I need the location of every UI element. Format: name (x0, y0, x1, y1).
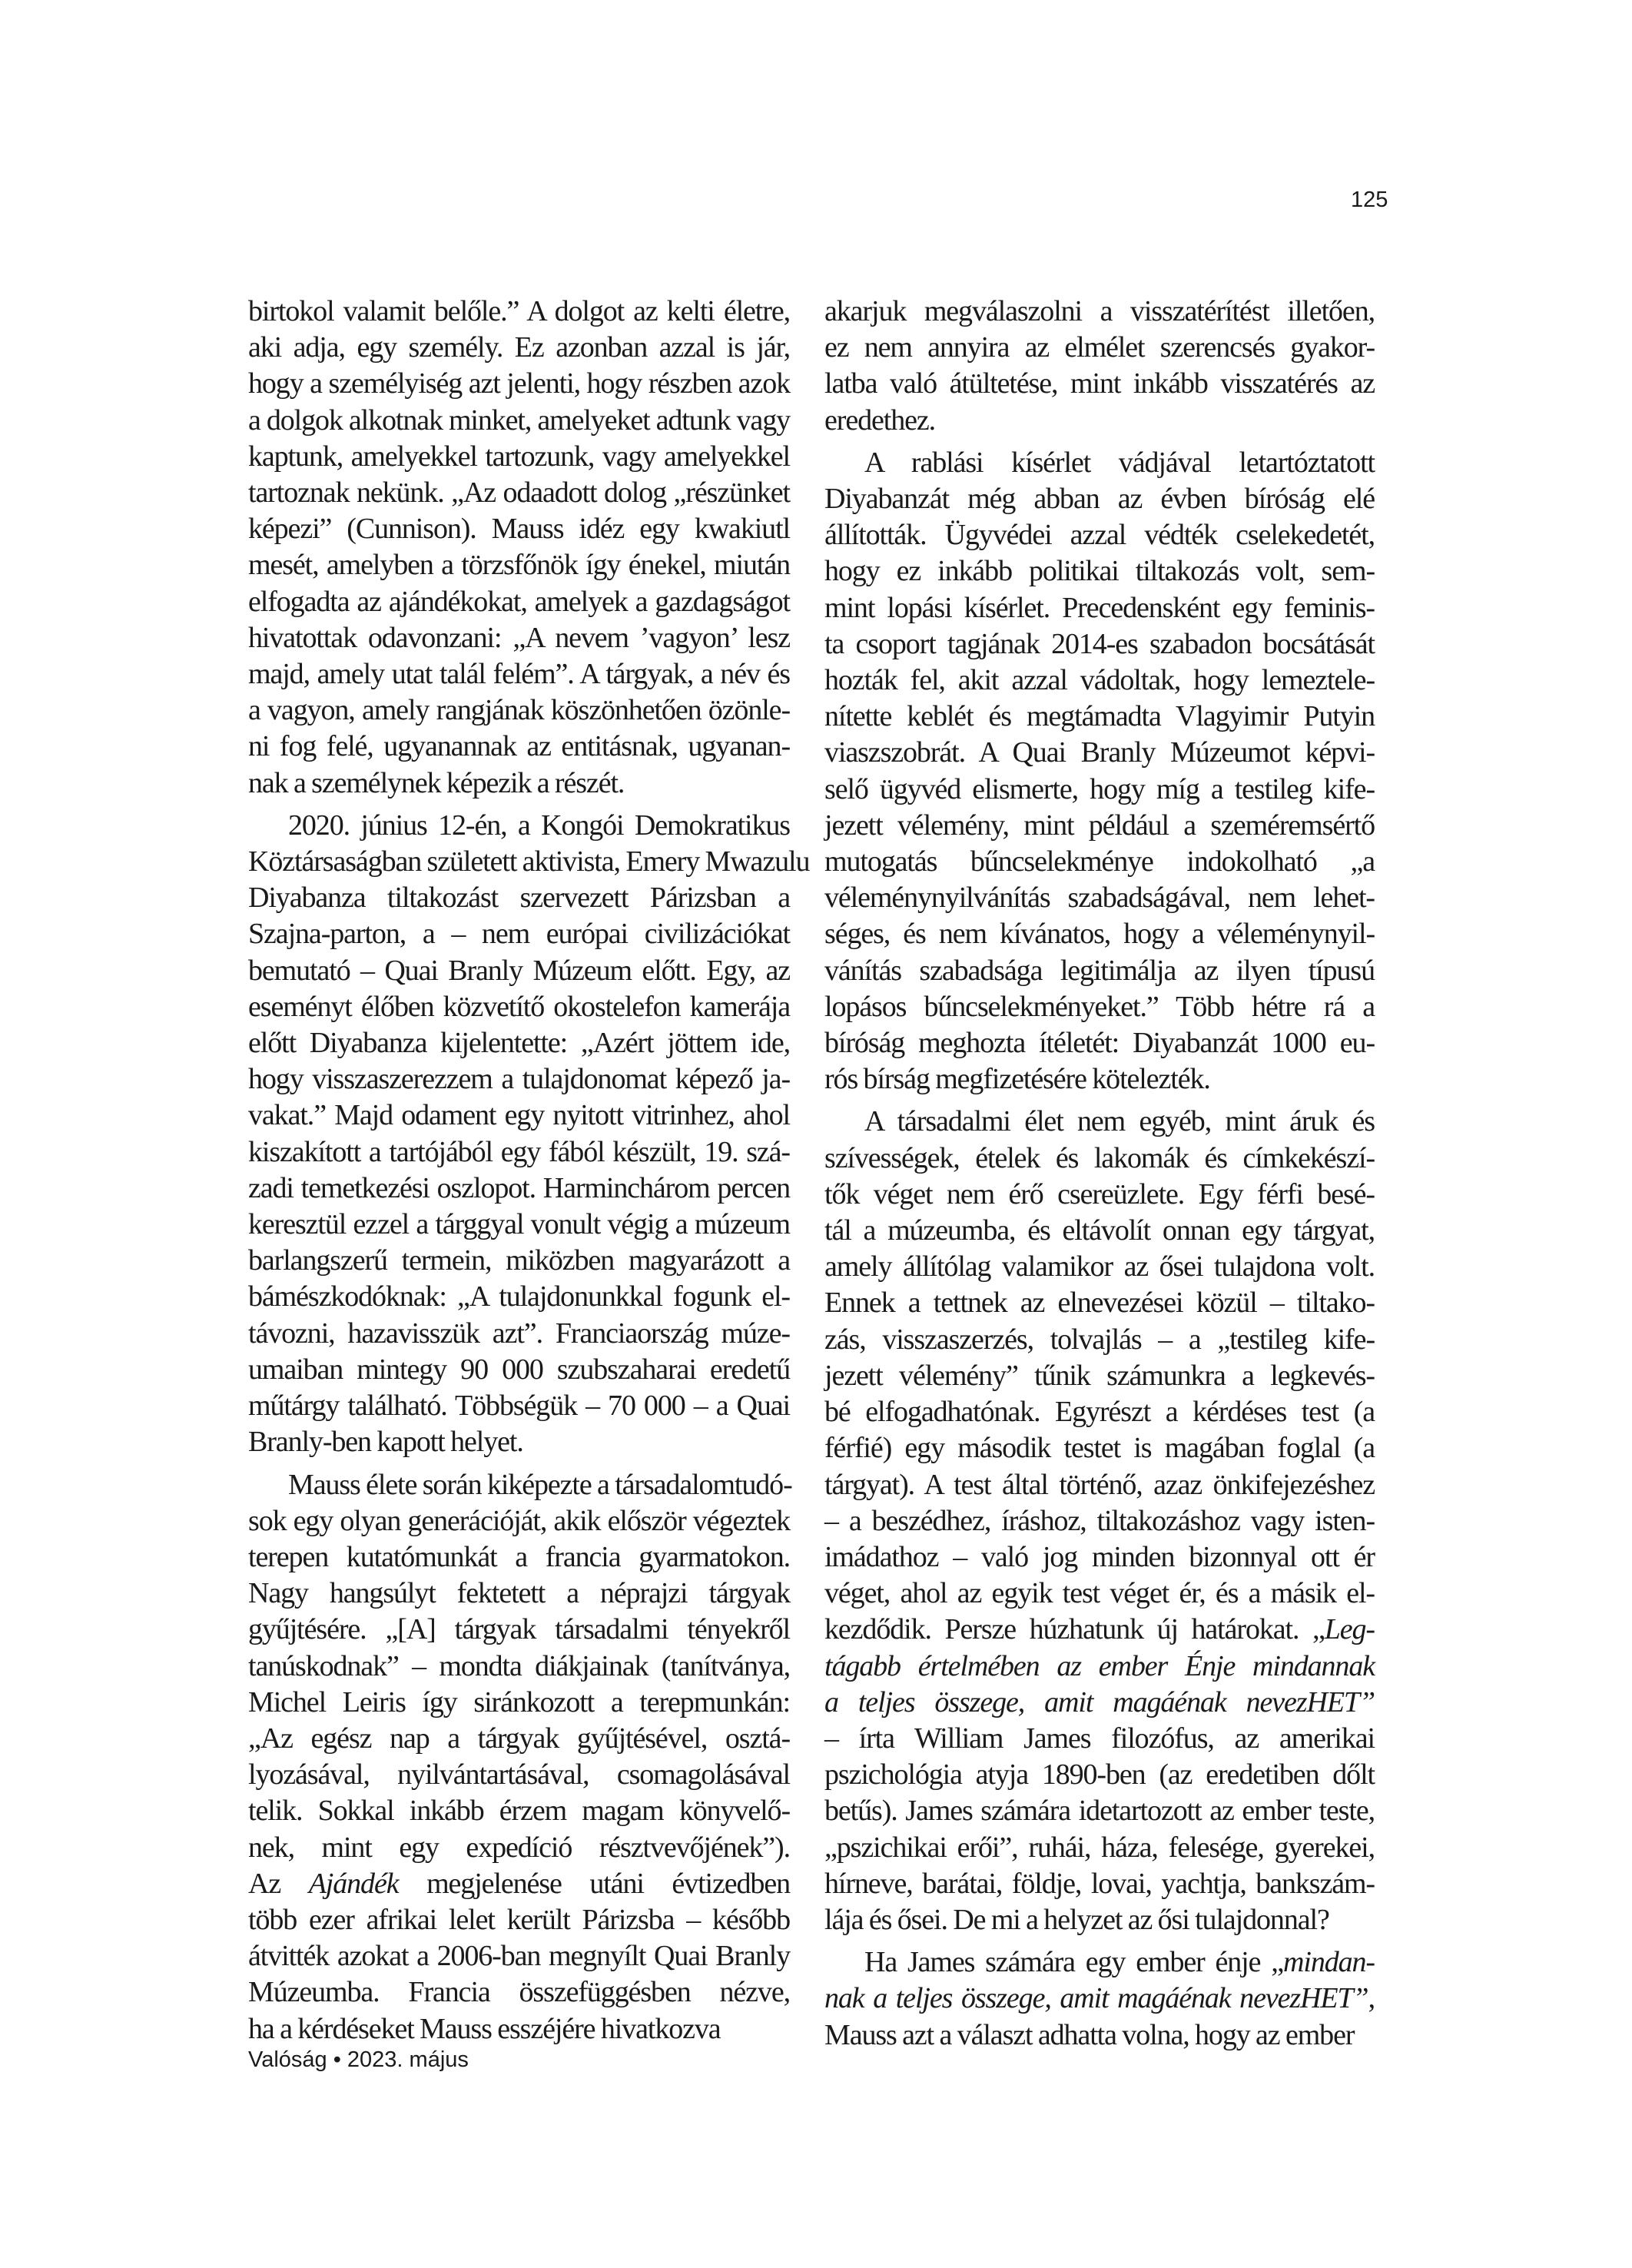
text-line: latba való átültetése, mint inkább visszatérés az (824, 367, 1375, 400)
text-line: a vagyon, amely rangjának köszönhetően özönle- (248, 694, 790, 727)
text-line: aki adja, egy személy. Ez azonban azzal is jár, (248, 331, 790, 364)
text-line: tál a múzeumba, és eltávolít onnan egy tárgyat, (824, 1214, 1375, 1247)
text-line: zás, visszaszerzés, tolvajlás – a „testileg kife- (824, 1323, 1375, 1356)
text-line: képezi” (Cunnison). Mauss idéz egy kwakiutl (248, 513, 790, 546)
text-line: barlangszerű termein, miközben magyarázott a (248, 1244, 790, 1277)
text-line: tartoznak nekünk. „Az odaadott dolog „részünket (248, 477, 790, 510)
italic-text: mindan- (1283, 1946, 1375, 1979)
text-line: telik. Sokkal inkább érzem magam könyvelő- (248, 1795, 790, 1828)
text-line: a dolgok alkotnak minket, amelyeket adtunk vagy (248, 403, 790, 437)
publication-footer: Valóság • 2023. május (248, 2047, 469, 2072)
text-line: majd, amely utat talál felém”. A tárgyak, a név és (248, 658, 790, 691)
text-line: tők véget nem érő csereüzlete. Egy férfi besé- (824, 1177, 1375, 1210)
text-line: előtt Diyabanza kijelentette: „Azért jöttem ide, (248, 1027, 790, 1060)
text-line: véget, ahol az egyik test véget ér, és a másik el- (824, 1577, 1375, 1610)
text-line: umaiban mintegy 90 000 szubszaharai eredetű (248, 1353, 790, 1386)
text-line: sok egy olyan generációját, akik először végeztek (248, 1504, 790, 1537)
text-line: több ezer afrikai lelet került Párizsba – később (248, 1903, 790, 1936)
paragraph (824, 294, 1375, 439)
text-line: hozták fel, akit azzal vádoltak, hogy lemeztele- (824, 664, 1375, 697)
text-line: nítette keblét és megtámadta Vlagyimir Putyin (824, 700, 1375, 733)
text-line: Ha James számára egy ember énje „mindan- (864, 1946, 1375, 1979)
right-text-column (824, 294, 1375, 2054)
text-line: hogy a személyiség azt jelenti, hogy részben azok (248, 367, 790, 400)
text-line: betűs). James számára idetartozott az ember teste, (824, 1795, 1375, 1828)
text-line (824, 1649, 1375, 1685)
text-line: Az Ajándék megjelenése utáni évtizedben (248, 1867, 790, 1900)
text-line: Ennek a tettnek az elnevezései közül – tiltako- (824, 1287, 1375, 1320)
text-line: bámészkodóknak: „A tulajdonunkkal fogunk el- (248, 1280, 790, 1313)
page-number: 125 (1351, 188, 1388, 212)
text-line: birtokol valamit belőle.” A dolgot az kelti életre, (248, 295, 790, 327)
text-line: lyozásával, nyilvántartásával, csomagolásával (248, 1758, 790, 1791)
text-line: rós bírság megfizetésére kötelezték. (824, 1063, 1210, 1096)
text-line: állították. Ügyvédei azzal védték cselekedetét, (824, 519, 1375, 552)
text-line: műtárgy található. Többségük – 70 000 – a Quai (248, 1390, 790, 1423)
text-line: Diyabanzát még abban az évben bíróság elé (824, 483, 1375, 516)
text-line: kaptunk, amelyekkel tartozunk, vagy amelyekkel (248, 440, 790, 473)
text-line: elfogadta az ajándékokat, amelyek a gazdagságot (248, 585, 790, 618)
text-line: A társadalmi élet nem egyéb, mint áruk és (864, 1105, 1375, 1138)
text-line: vánítás szabadsága legitimálja az ilyen típusú (824, 954, 1375, 987)
text-line: ha a kérdéseket Mauss esszéjére hivatkozva (248, 2012, 721, 2045)
text-line: átvitték azokat a 2006-ban megnyílt Quai Branly (248, 1940, 790, 1973)
text-line: ni fog felé, ugyanannak az entitásnak, ugyanan- (248, 730, 790, 763)
text-line: szívességek, ételek és lakomák és címkekészí- (824, 1141, 1375, 1174)
text-line: ez nem annyira az elmélet szerencsés gyakor- (824, 331, 1375, 364)
left-text-column (248, 294, 810, 2047)
text-line: ta csoport tagjának 2014-es szabadon bocsátását (824, 627, 1375, 660)
text-line: eseményt élőben közvetítő okostelefon kamerája (248, 990, 790, 1023)
text-line: Branly-ben kapott helyet. (248, 1426, 523, 1459)
text-line: A rablási kísérlet vádjával letartóztatott (864, 446, 1375, 479)
text-line: terepen kutatómunkát a francia gyarmatokon. (248, 1540, 790, 1573)
text-line: eredethez. (824, 403, 936, 437)
text-line: távozni, hazavisszük azt”. Franciaország múze- (248, 1317, 790, 1350)
text-line: tárgyat). A test által történő, azaz önkifejezéshez (824, 1468, 1375, 1501)
text-line: pszichológia atyja 1890-ben (az eredetiben dőlt (824, 1758, 1375, 1791)
italic-text: Ajándék (308, 1867, 399, 1900)
paragraph (248, 808, 810, 1461)
text-line: hírneve, barátai, földje, lovai, yachtja, bankszám- (824, 1867, 1375, 1900)
text-line: viaszszobrát. A Quai Branly Múzeumot képvi- (824, 736, 1375, 769)
text-line: nak a személynek képezik a részét. (248, 766, 625, 799)
text-line (824, 1685, 1375, 1721)
text-line: tanúskodnak” – mondta diákjainak (tanítványa, (248, 1649, 790, 1682)
paragraph (824, 445, 1375, 1098)
text-line: Szajna-parton, a – nem európai civilizációkat (248, 918, 790, 951)
text-line: Köztársaságban született aktivista, Emery Mwazulu (248, 845, 810, 878)
paragraph (248, 294, 790, 802)
text-line: férfié) egy második testet is magában foglal (a (824, 1432, 1375, 1465)
text-line: véleménynyilvánítás szabadságával, nem lehet- (824, 882, 1375, 915)
text-line: jezett vélemény, mint például a szeméremsértő (824, 809, 1375, 842)
text-line: Michel Leiris így siránkozott a terepmunkán: (248, 1685, 790, 1718)
text-line: „Az egész nap a tárgyak gyűjtésével, osztá- (248, 1722, 790, 1755)
text-line: amely állítólag valamikor az ősei tulajdona volt. (824, 1250, 1375, 1283)
text-line: Mauss azt a választ adhatta volna, hogy az ember (824, 2018, 1355, 2051)
text-line: vakat.” Majd odament egy nyitott vitrinhez, ahol (248, 1099, 790, 1132)
text-line: hogy visszaszerezzem a tulajdonomat képező ja- (248, 1063, 790, 1096)
text-line: hogy ez inkább politikai tiltakozás volt, sem- (824, 555, 1375, 588)
text-line: Mauss élete során kiképezte a társadalomtudó- (288, 1468, 792, 1501)
paragraph (824, 1944, 1375, 2054)
text-line: kezdődik. Persze húzhatunk új határokat. „Leg- (824, 1613, 1375, 1646)
paragraph (248, 1467, 790, 2047)
text-line: mutogatás bűncselekménye indokolható „a (824, 845, 1375, 878)
text-line: kiszakított a tartójából egy fából készült, 19. szá- (248, 1135, 790, 1168)
text-line: mint lopási kísérlet. Precedensként egy feminis- (824, 591, 1375, 624)
text-line: – írta William James filozófus, az amerikai (824, 1722, 1375, 1755)
text-line: gyűjtésére. „[A] tárgyak társadalmi tényekről (248, 1613, 790, 1646)
text-line: bemutató – Quai Branly Múzeum előtt. Egy, az (248, 954, 790, 987)
italic-text: tágabb értelmében az ember Énje mindannak (824, 1649, 1375, 1682)
text-line: zadi temetkezési oszlopot. Harminchárom percen (248, 1171, 790, 1204)
italic-text: nak a teljes összege, amit magáénak nevezHET” (824, 1982, 1368, 2015)
text-line: lája és ősei. De mi a helyzet az ősi tulajdonnal? (824, 1903, 1329, 1936)
text-line: bé elfogadhatónak. Egyrészt a kérdéses test (a (824, 1396, 1375, 1429)
paragraph (824, 1104, 1375, 1938)
italic-text: a teljes összege, amit magáénak nevezHET” (824, 1685, 1375, 1718)
text-line: lopásos bűncselekményeket.” Több hétre rá a (824, 990, 1375, 1023)
text-line: Diyabanza tiltakozást szervezett Párizsban a (248, 882, 790, 915)
text-line: akarjuk megválaszolni a visszatérítést illetően, (824, 295, 1375, 327)
text-line: „pszichikai erői”, ruhái, háza, felesége, gyerekei, (824, 1831, 1375, 1864)
text-line: hivatottak odavonzani: „A nevem ’vagyon’ lesz (248, 621, 790, 654)
text-line: imádathoz – való jog minden bizonnyal ott ér (824, 1540, 1375, 1573)
text-line: jezett vélemény” tűnik számunkra a legkevés- (824, 1359, 1375, 1392)
text-line: Nagy hangsúlyt fektetett a néprajzi tárgyak (248, 1577, 790, 1610)
text-line: 2020. június 12-én, a Kongói Demokratikus (288, 809, 790, 842)
text-line: selő ügyvéd elismerte, hogy míg a testileg kife- (824, 772, 1375, 805)
text-line: – a beszédhez, íráshoz, tiltakozáshoz vagy isten- (824, 1504, 1375, 1537)
text-line: nak a teljes összege, amit magáénak nevezHET”, (824, 1982, 1375, 2015)
text-line: séges, és nem kívánatos, hogy a véleménynyil- (824, 918, 1375, 951)
text-line: mesét, amelyben a törzsfőnök így énekel, miután (248, 549, 790, 582)
text-line: Múzeumba. Francia összefüggésben nézve, (248, 1976, 790, 2009)
text-line: bíróság meghozta ítéletét: Diyabanzát 1000 eu- (824, 1027, 1375, 1060)
text-line: nek, mint egy expedíció résztvevőjének”). (248, 1831, 790, 1864)
italic-text: Leg- (1324, 1613, 1375, 1646)
text-line: keresztül ezzel a tárggyal vonult végig a múzeum (248, 1208, 790, 1241)
